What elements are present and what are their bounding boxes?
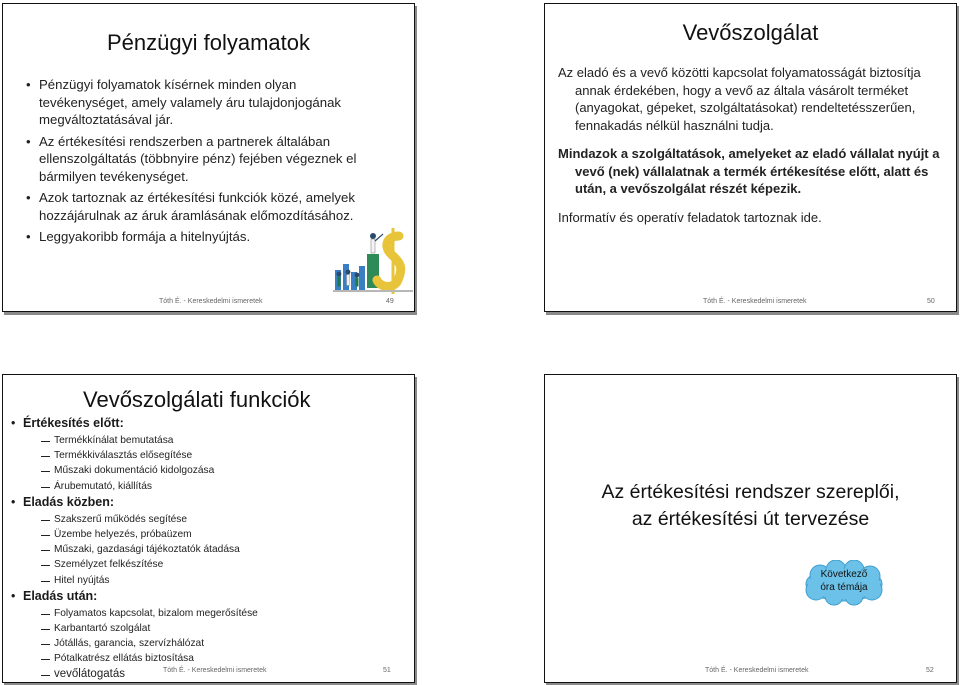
list-item: Jótállás, garancia, szervízhálózat: [9, 636, 409, 651]
list-item: Személyzet felkészítése: [9, 557, 409, 572]
slide-body: [558, 64, 948, 237]
slide-vevoszolgalat: [544, 3, 957, 312]
business-clipart-image: [333, 226, 413, 296]
function-list: [9, 415, 409, 682]
list-item: Műszaki, gazdasági tájékoztatók átadása: [9, 542, 409, 557]
title-line: Az értékesítési rendszer szereplői,: [601, 481, 900, 503]
slide-title: Pénzügyi folyamatok: [107, 30, 310, 55]
list-item: Üzembe helyezés, próbaüzem: [9, 527, 409, 542]
bullet-item: • Az értékesítési rendszerben a partnerek általában ellenszolgáltatás (többnyire pénz) fejében végeznek el bármilyen tevékenységet.: [25, 133, 365, 186]
bullet-list: [25, 76, 365, 250]
list-item: Pótalkatrész ellátás biztosítása: [9, 651, 409, 666]
footer-author: Tóth É. - Kereskedelmi ismeretek: [705, 667, 809, 674]
paragraph: Informatív és operatív feladatok tartoznak ide.: [558, 209, 822, 225]
slide-title: [545, 479, 956, 533]
slide-number: 49: [386, 298, 394, 305]
group-heading: • Értékesítés előtt:: [9, 415, 409, 431]
group-heading: • Eladás közben:: [9, 494, 409, 510]
bubble-line: Következő: [820, 569, 868, 580]
bubble-label: [800, 568, 888, 594]
bubble-line: óra témája: [820, 582, 868, 593]
slide-ertekesitesi-rendszer: [544, 374, 957, 683]
list-item: Termékkínálat bemutatása: [9, 433, 409, 448]
slide-title: Vevőszolgálati funkciók: [83, 387, 311, 412]
list-item: Szakszerű működés segítése: [9, 512, 409, 527]
bullet-item: • Pénzügyi folyamatok kísérnek minden olyan tevékenységet, amely valamely áru tulajdonjogának megváltoztatásával jár.: [25, 76, 365, 129]
slide-number: 51: [383, 667, 391, 674]
list-item: Termékkiválasztás elősegítése: [9, 448, 409, 463]
title-line: az értékesítési út tervezése: [631, 508, 870, 530]
list-item: Folyamatos kapcsolat, bizalom megerősítése: [9, 606, 409, 621]
group-heading: • Eladás után:: [9, 588, 409, 604]
list-item: Műszaki dokumentáció kidolgozása: [9, 463, 409, 478]
paragraph: Az eladó és a vevő közötti kapcsolat folyamatosságát biztosítja annak érdekében, hogy a vevő az általa vásárolt terméket (anyagokat, gépeket, szolgáltatásokat) rendeltetésszerűen, fennakadás nélkül használni tudja.: [558, 65, 921, 133]
slide-title: Vevőszolgálat: [682, 20, 819, 45]
footer-author: Tóth É. - Kereskedelmi ismeretek: [703, 298, 807, 305]
slide-number: 50: [927, 298, 935, 305]
bullet-item: • Leggyakoribb formája a hitelnyújtás.: [25, 228, 365, 246]
list-item: Karbantartó szolgálat: [9, 621, 409, 636]
slide-vevoszolgalati-funkciok: [2, 374, 415, 683]
footer-author: Tóth É. - Kereskedelmi ismeretek: [159, 298, 263, 305]
list-item: Árubemutató, kiállítás: [9, 479, 409, 494]
list-item: vevőlátogatás: [9, 667, 409, 682]
paragraph-bold: Mindazok a szolgáltatások, amelyeket az eladó vállalat nyújt a vevő (nek) vállalatnak a termék értékesítése előtt, alatt és után, a vevőszolgálat részét képezik.: [558, 146, 940, 196]
list-item: Hitel nyújtás: [9, 573, 409, 588]
footer-author: Tóth É. - Kereskedelmi ismeretek: [163, 667, 267, 674]
slide-number: 52: [926, 667, 934, 674]
slide-pénzügyi-folyamatok: [2, 3, 415, 312]
bullet-item: • Azok tartoznak az értékesítési funkciók közé, amelyek hozzájárulnak az áruk áramlásának előmozdításához.: [25, 189, 365, 224]
